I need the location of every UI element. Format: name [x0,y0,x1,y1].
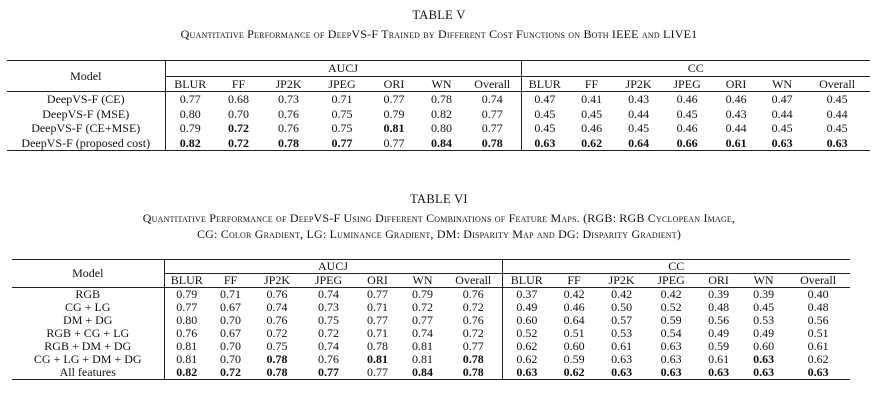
aucj-cell: 0.78 [445,366,502,380]
model-cell: DeepVS-F (CE+MSE) [7,121,165,136]
cc-cell: 0.53 [753,313,775,327]
cc-cell: 0.45 [771,121,793,135]
model-header: Model [7,61,165,92]
table-vi-number: TABLE VI [410,192,468,206]
aucj-cell: 0.80 [431,121,452,135]
aucj-cell: 0.71 [315,92,369,107]
cc-cell: 0.62 [502,353,551,366]
cc-cell: 0.43 [615,92,662,107]
aucj-cell: 0.75 [318,313,339,327]
aucj-cell: 0.67 [220,300,241,314]
cc-cell: 0.54 [660,326,682,340]
model-cell: RGB + CG + LG [12,327,164,340]
aucj-cell: 0.73 [318,300,339,314]
aucj-cell: 0.74 [318,339,339,353]
cc-cell: 0.50 [611,300,633,314]
cc-cell: 0.51 [563,326,585,340]
cc-cell: 0.57 [611,313,633,327]
aucj-col-ff: FF [215,76,262,92]
cc-cell: 0.44 [725,121,747,135]
cc-cell: 0.63 [502,366,551,380]
aucj-col-jp2k: JP2K [252,274,302,288]
cc-cell: 0.63 [646,366,696,380]
aucj-cell: 0.70 [220,339,241,353]
aucj-cell: 0.81 [383,121,405,135]
aucj-cell: 0.72 [215,136,262,151]
model-cell: CG + LG [12,301,164,314]
cc-cell: 0.62 [551,366,597,380]
aucj-cell: 0.82 [431,106,452,121]
cc-cell: 0.45 [521,107,568,122]
aucj-cell: 0.72 [318,326,339,340]
cc-cell: 0.63 [696,366,741,380]
table-vi-caption-line2: CG: Color Gradient, LG: Luminance Gradient, DM: Disparity Map and DG: Disparity Gradient) [196,227,682,241]
cc-cell: 0.48 [708,300,730,314]
model-cell: RGB + DM + DG [12,340,164,353]
aucj-cell: 0.76 [176,326,198,340]
cc-cell: 0.56 [807,313,829,327]
aucj-cell: 0.82 [164,366,209,380]
aucj-cell: 0.68 [215,92,262,107]
aucj-cell: 0.71 [367,300,388,314]
aucj-col-overall: Overall [464,76,521,92]
model-cell: All features [12,366,164,380]
aucj-cell: 0.76 [266,313,288,327]
model-cell: RGB [12,288,164,302]
cc-col-ori: ORI [712,76,760,92]
aucj-col-overall: Overall [445,274,502,288]
aucj-cell: 0.70 [220,352,241,366]
aucj-cell: 0.72 [412,300,433,314]
aucj-cell: 0.77 [165,92,215,107]
cc-cell: 0.39 [741,288,786,302]
table-vi [12,259,850,380]
cc-cell: 0.63 [660,352,682,366]
aucj-cell: 0.74 [464,92,521,107]
aucj-cell: 0.79 [383,106,405,121]
aucj-cell: 0.78 [252,366,302,380]
aucj-cell: 0.77 [369,136,419,151]
cc-cell: 0.61 [712,136,760,151]
cc-cell: 0.63 [660,339,682,353]
cc-cell: 0.45 [826,121,848,135]
cc-cell: 0.59 [660,313,682,327]
cc-cell: 0.63 [804,136,870,151]
table-row [7,121,870,136]
table-row [7,107,870,122]
cc-col-ff: FF [568,76,615,92]
aucj-cell: 0.71 [209,288,252,302]
aucj-group-header: AUCJ [164,260,502,274]
cc-cell: 0.52 [502,327,551,340]
aucj-cell: 0.74 [302,288,355,302]
aucj-cell: 0.76 [318,352,339,366]
aucj-group-header: AUCJ [165,61,521,77]
aucj-cell: 0.76 [462,313,484,327]
aucj-col-jpeg: JPEG [315,76,369,92]
cc-cell: 0.56 [708,313,730,327]
table-row [12,288,850,302]
cc-col-overall: Overall [804,76,870,92]
aucj-cell: 0.72 [228,121,249,135]
aucj-cell: 0.70 [220,313,241,327]
aucj-cell: 0.77 [176,300,198,314]
cc-cell: 0.42 [646,288,696,302]
aucj-cell: 0.73 [262,92,315,107]
aucj-cell: 0.75 [331,121,353,135]
aucj-cell: 0.82 [165,136,215,151]
cc-cell: 0.45 [581,106,603,121]
aucj-cell: 0.77 [369,92,419,107]
aucj-cell: 0.70 [228,106,249,121]
aucj-col-wn: WN [400,274,445,288]
cc-cell: 0.63 [521,136,568,151]
cc-cell: 0.59 [563,352,585,366]
table-row [7,92,870,107]
aucj-col-blur: BLUR [164,274,209,288]
cc-cell: 0.63 [753,352,775,366]
cc-cell: 0.63 [597,366,646,380]
cc-col-ori: ORI [696,274,741,288]
cc-cell: 0.46 [662,92,712,107]
cc-cell: 0.60 [563,339,585,353]
aucj-cell: 0.81 [412,352,433,366]
model-header: Model [12,260,164,288]
aucj-cell: 0.77 [412,313,433,327]
aucj-cell: 0.72 [462,326,484,340]
aucj-cell: 0.67 [220,326,241,340]
table-v [7,60,870,151]
model-cell: CG + LG + DM + DG [12,353,164,366]
cc-cell: 0.47 [760,92,804,107]
aucj-cell: 0.77 [462,339,484,353]
aucj-cell: 0.76 [445,288,502,302]
cc-col-blur: BLUR [502,274,551,288]
aucj-col-ff: FF [209,274,252,288]
table-v-caption: Quantitative Performance of DeepVS-F Trained by Different Cost Functions on Both IEEE and LIVE1 [180,27,698,41]
aucj-cell: 0.75 [266,339,288,353]
cc-cell: 0.45 [804,92,870,107]
table-row [7,136,870,151]
cc-cell: 0.63 [760,136,804,151]
aucj-cell: 0.75 [331,106,353,121]
cc-cell: 0.46 [563,300,585,314]
aucj-cell: 0.78 [419,92,464,107]
table-row [12,366,850,380]
table-vi-caption-line1: Quantitative Performance of DeepVS-F Using Different Combinations of Feature Maps. (RGB: RGB Cyclopean Image, [142,211,736,225]
aucj-cell: 0.79 [164,288,209,302]
model-cell: DeepVS-F (MSE) [7,107,165,122]
cc-col-overall: Overall [786,274,850,288]
cc-cell: 0.44 [771,106,793,121]
cc-group-header: CC [502,260,850,274]
aucj-cell: 0.77 [481,106,503,121]
aucj-cell: 0.77 [315,136,369,151]
cc-col-jpeg: JPEG [662,76,712,92]
cc-col-jp2k: JP2K [615,76,662,92]
cc-cell: 0.41 [568,92,615,107]
cc-cell: 0.46 [712,92,760,107]
cc-cell: 0.64 [615,136,662,151]
aucj-cell: 0.71 [367,326,388,340]
aucj-cell: 0.77 [367,313,388,327]
aucj-col-blur: BLUR [165,76,215,92]
aucj-col-jp2k: JP2K [262,76,315,92]
cc-col-jpeg: JPEG [646,274,696,288]
cc-col-ff: FF [551,274,597,288]
aucj-cell: 0.81 [176,339,198,353]
aucj-cell: 0.78 [266,352,288,366]
cc-cell: 0.60 [502,314,551,327]
cc-cell: 0.45 [676,106,698,121]
aucj-cell: 0.76 [278,106,299,121]
aucj-cell: 0.72 [462,300,484,314]
aucj-cell: 0.79 [179,121,201,135]
cc-col-jp2k: JP2K [597,274,646,288]
aucj-cell: 0.78 [464,136,521,151]
aucj-cell: 0.74 [412,326,433,340]
cc-cell: 0.44 [826,106,848,121]
cc-cell: 0.59 [708,339,730,353]
cc-cell: 0.37 [502,288,551,302]
aucj-cell: 0.77 [355,288,400,302]
aucj-cell: 0.78 [262,136,315,151]
cc-cell: 0.47 [521,92,568,107]
cc-cell: 0.42 [597,288,646,302]
cc-cell: 0.40 [786,288,850,302]
aucj-cell: 0.80 [179,106,201,121]
cc-cell: 0.49 [753,326,775,340]
cc-cell: 0.66 [662,136,712,151]
aucj-col-ori: ORI [355,274,400,288]
cc-cell: 0.62 [502,340,551,353]
aucj-cell: 0.84 [400,366,445,380]
aucj-col-jpeg: JPEG [302,274,355,288]
cc-cell: 0.60 [753,339,775,353]
cc-cell: 0.63 [786,366,850,380]
cc-cell: 0.62 [568,136,615,151]
cc-cell: 0.63 [611,352,633,366]
cc-group-header: CC [521,61,870,77]
cc-cell: 0.61 [807,339,829,353]
cc-cell: 0.42 [551,288,597,302]
cc-cell: 0.61 [611,339,633,353]
aucj-cell: 0.78 [367,339,388,353]
cc-col-blur: BLUR [521,76,568,92]
cc-cell: 0.44 [628,106,650,121]
cc-cell: 0.49 [502,301,551,314]
cc-col-wn: WN [760,76,804,92]
cc-cell: 0.52 [660,300,682,314]
cc-cell: 0.64 [563,313,585,327]
aucj-col-ori: ORI [369,76,419,92]
cc-cell: 0.43 [725,106,747,121]
cc-cell: 0.45 [521,121,568,136]
aucj-cell: 0.81 [367,352,388,366]
cc-cell: 0.48 [807,300,829,314]
aucj-cell: 0.78 [462,352,484,366]
cc-cell: 0.45 [753,300,775,314]
aucj-cell: 0.72 [209,366,252,380]
cc-cell: 0.45 [628,121,650,135]
cc-cell: 0.53 [611,326,633,340]
aucj-cell: 0.81 [412,339,433,353]
aucj-cell: 0.79 [400,288,445,302]
aucj-cell: 0.77 [302,366,355,380]
cc-col-wn: WN [741,274,786,288]
aucj-cell: 0.81 [176,352,198,366]
cc-cell: 0.49 [708,326,730,340]
aucj-cell: 0.77 [481,121,503,135]
aucj-cell: 0.76 [278,121,299,135]
cc-cell: 0.46 [581,121,603,135]
cc-cell: 0.39 [696,288,741,302]
aucj-cell: 0.80 [176,313,198,327]
aucj-cell: 0.77 [355,366,400,380]
model-cell: DM + DG [12,314,164,327]
cc-cell: 0.62 [807,352,829,366]
cc-cell: 0.61 [708,352,730,366]
table-v-number: TABLE V [412,8,466,22]
cc-cell: 0.51 [807,326,829,340]
model-cell: DeepVS-F (CE) [7,92,165,107]
aucj-cell: 0.72 [266,326,288,340]
aucj-cell: 0.76 [252,288,302,302]
aucj-col-wn: WN [419,76,464,92]
aucj-cell: 0.74 [266,300,288,314]
cc-cell: 0.46 [676,121,698,135]
aucj-cell: 0.84 [419,136,464,151]
model-cell: DeepVS-F (proposed cost) [7,136,165,151]
cc-cell: 0.63 [741,366,786,380]
